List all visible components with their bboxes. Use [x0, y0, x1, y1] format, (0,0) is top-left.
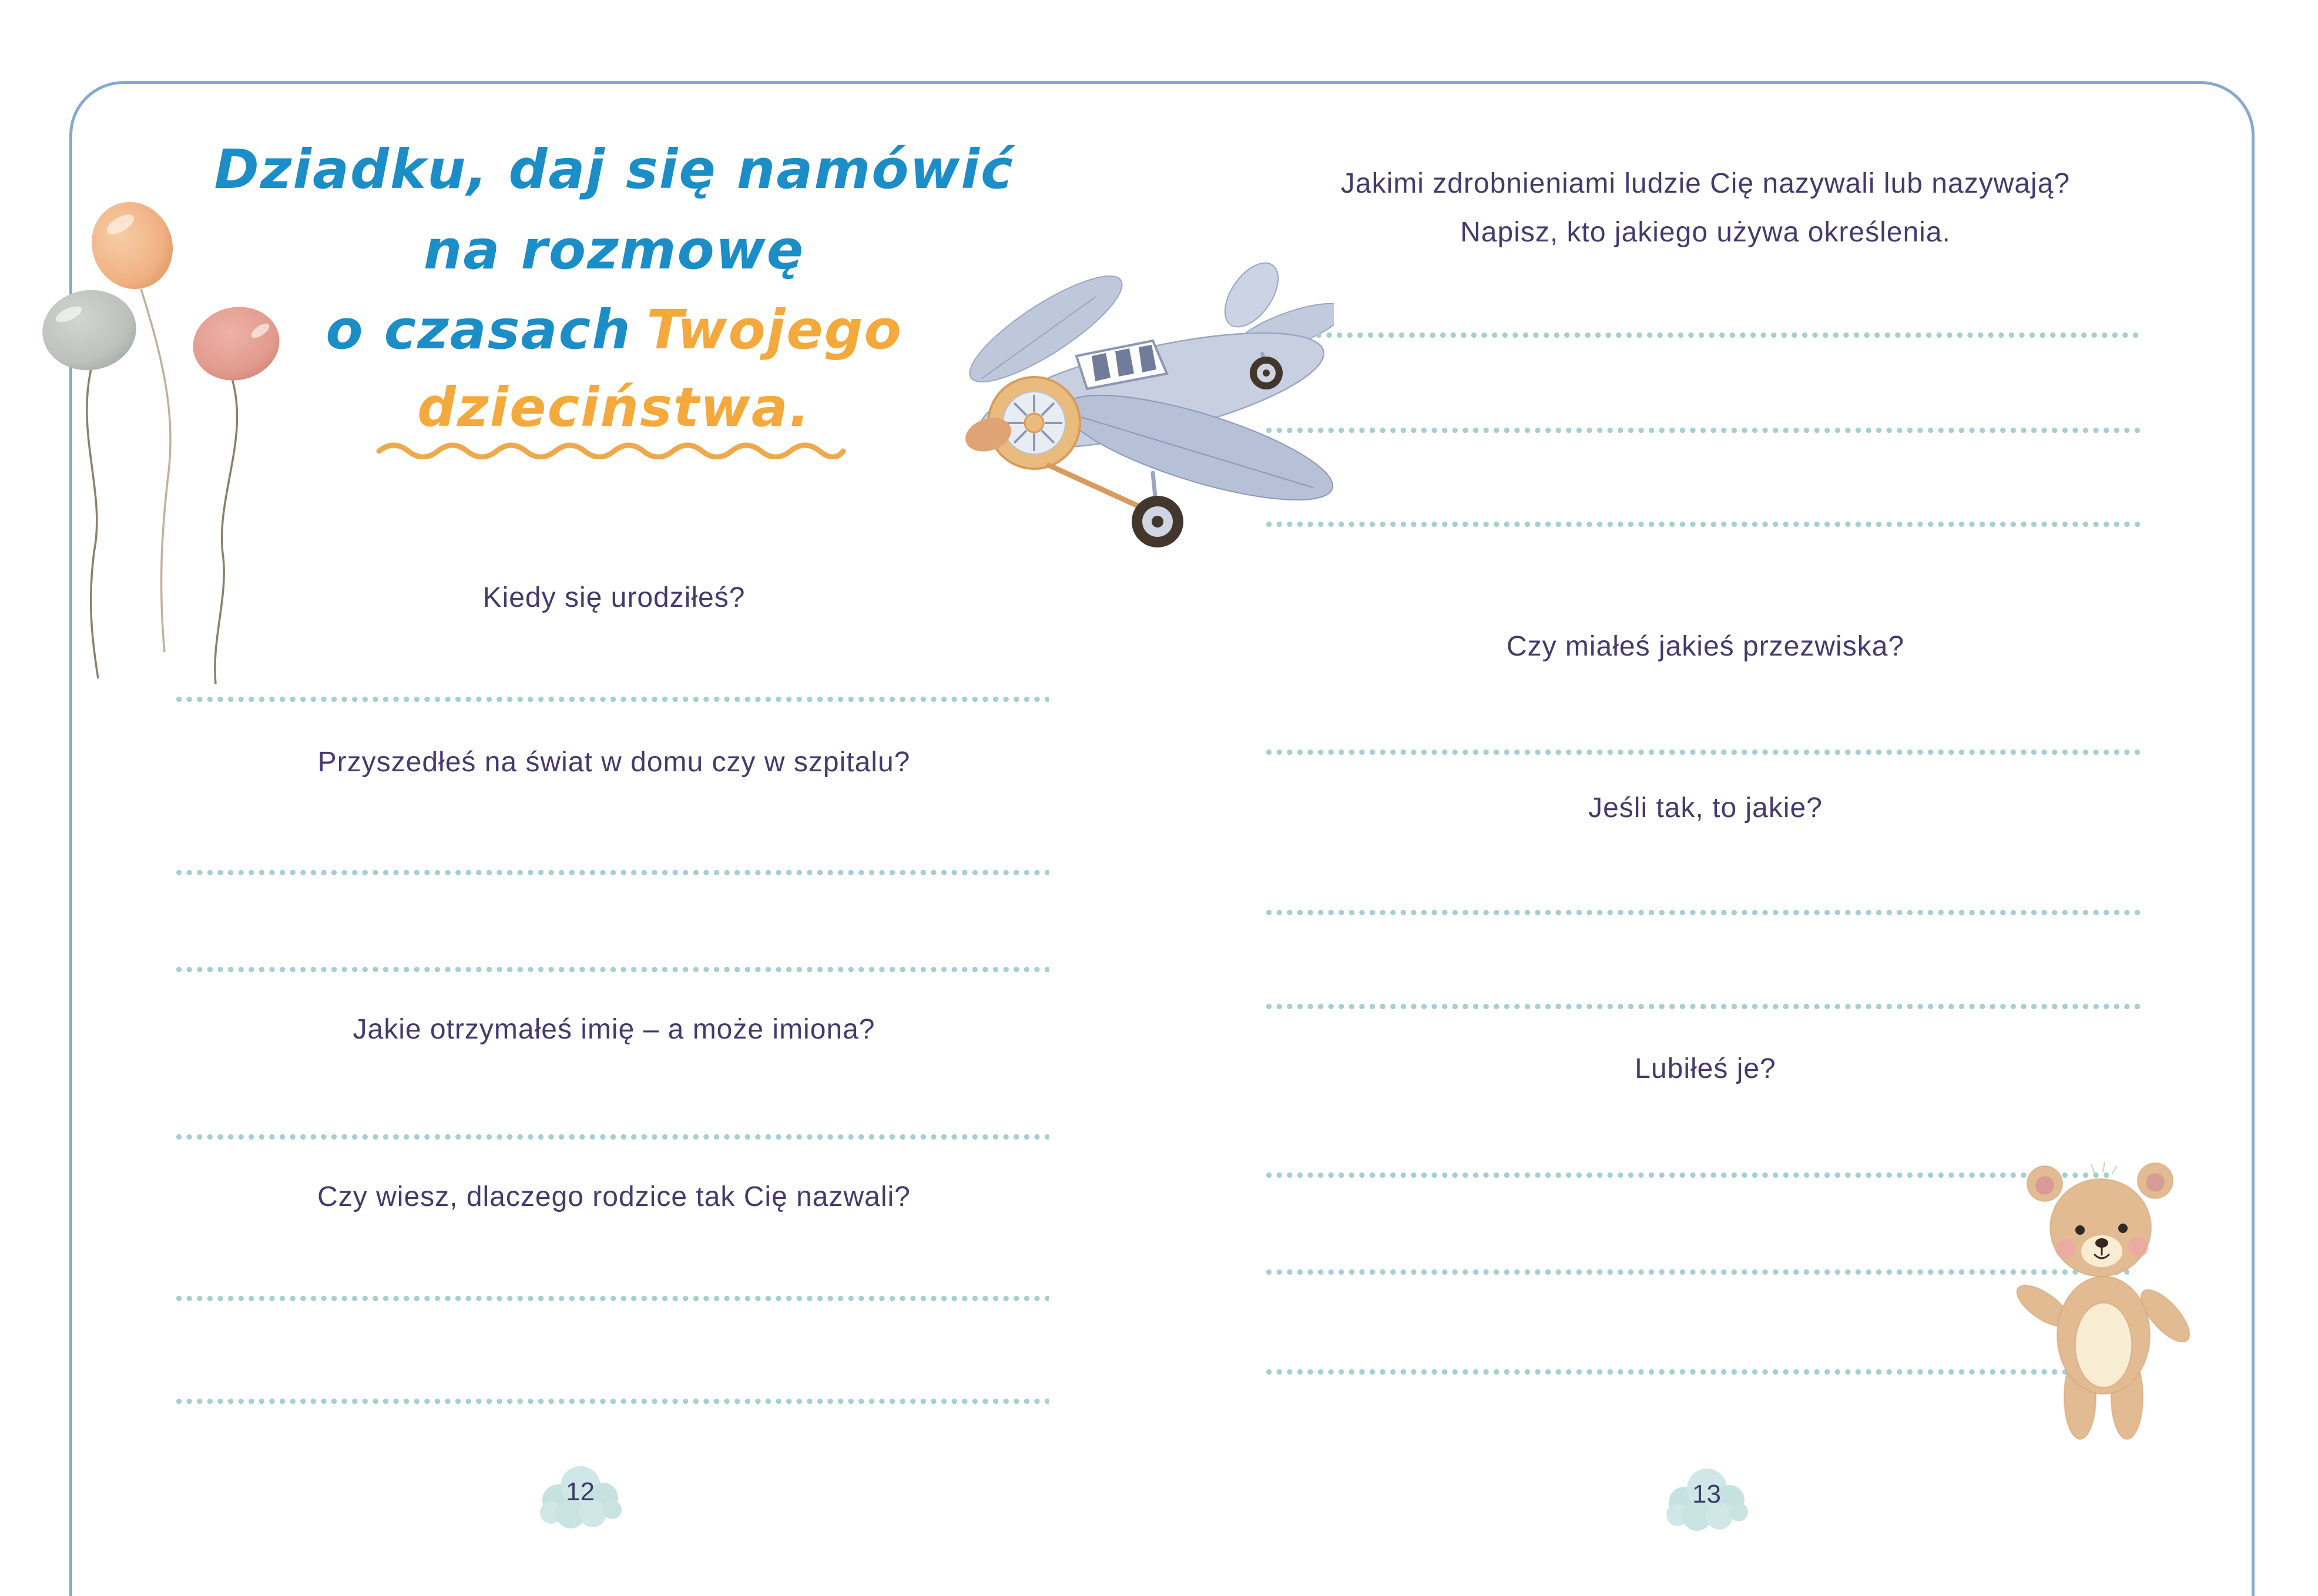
title-line-3-blue: o czasach	[326, 298, 632, 361]
orange-balloon-icon	[79, 190, 186, 301]
answer-line	[1266, 1269, 2129, 1275]
answer-line	[1316, 332, 2142, 338]
intro-line-2: Napisz, kto jakiego używa określenia.	[1460, 217, 1951, 248]
pink-balloon-icon	[186, 299, 285, 388]
question-label: Czy wiesz, dlaczego rodzice tak Cię nazwali?	[317, 1181, 911, 1212]
intro-line-1: Jakimi zdrobnieniami ludzie Cię nazywali lub nazywają?	[1340, 168, 2071, 199]
wavy-underline-icon	[376, 436, 846, 459]
answer-line	[1266, 1369, 2105, 1375]
answer-line	[1266, 521, 2143, 527]
answer-line	[1266, 1172, 2112, 1178]
title-line-3-orange: Twojego	[646, 298, 903, 361]
answer-line	[176, 1398, 1049, 1405]
answer-line	[176, 1295, 1049, 1302]
airplane-icon	[946, 241, 1334, 558]
answer-line	[176, 696, 1049, 703]
answer-line	[176, 869, 1049, 876]
question-label: Jeśli tak, to jakie?	[1588, 792, 1823, 824]
answer-line	[1266, 909, 2143, 916]
question-label: Przyszedłeś na świat w domu czy w szpitalu?	[317, 747, 911, 778]
answer-line	[1266, 749, 2143, 755]
teddy-bear-icon	[2007, 1162, 2200, 1448]
title-line-1: Dziadku, daj się namówić	[214, 138, 1014, 201]
question-label: Kiedy się urodziłeś?	[482, 582, 746, 613]
answer-line	[176, 1134, 1049, 1140]
page-number-cloud	[532, 1458, 629, 1530]
page-number: 12	[566, 1477, 595, 1506]
page-number-cloud	[1658, 1460, 1755, 1532]
answer-line	[1266, 1003, 2143, 1010]
question-label: Jakie otrzymałeś imię – a może imiona?	[353, 1014, 875, 1045]
gray-balloon-icon	[37, 284, 141, 377]
question-label: Czy miałeś jakieś przezwiska?	[1506, 631, 1905, 662]
question-label: Lubiłeś je?	[1635, 1053, 1776, 1084]
title-line-4: dzieciństwa.	[417, 376, 811, 439]
answer-line	[176, 966, 1049, 973]
page-number: 13	[1692, 1480, 1721, 1508]
title-line-2: na rozmowę	[423, 219, 805, 281]
answer-line	[1266, 427, 2143, 434]
